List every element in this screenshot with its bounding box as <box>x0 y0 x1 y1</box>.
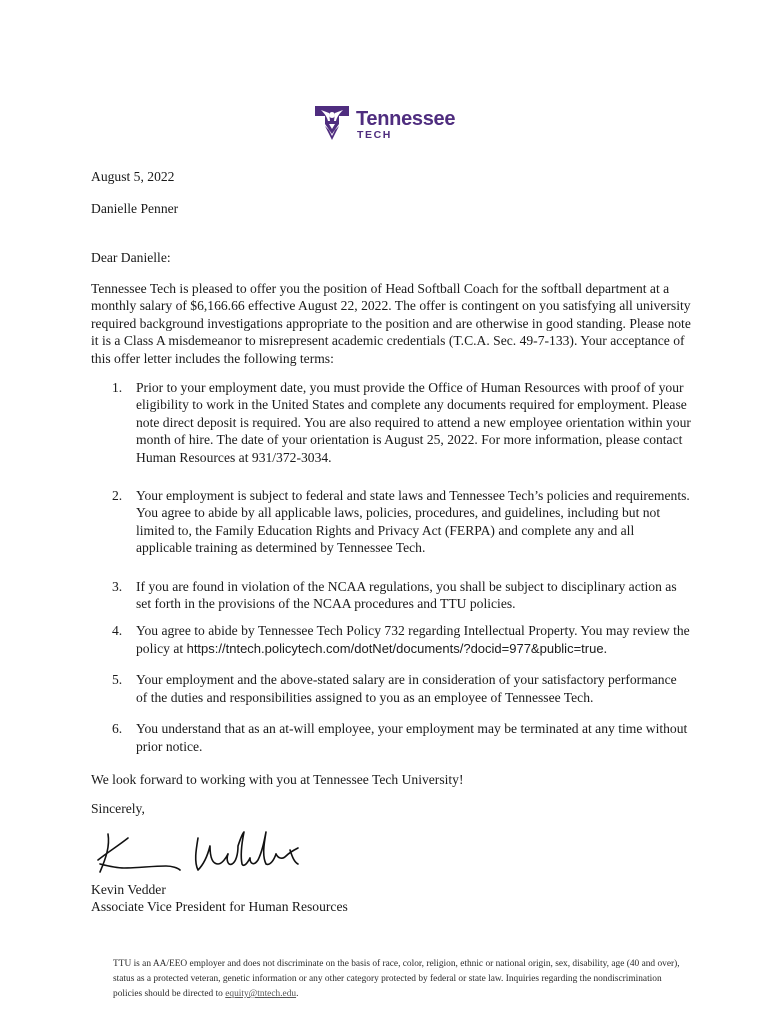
term-number: 1. <box>112 380 123 395</box>
nondiscrimination-footer <box>113 957 683 1002</box>
term-number: 5. <box>112 672 123 688</box>
term-text: If you are found in violation of the NCAA regulations, you shall be subject to disciplinary action as set forth in the provisions of the NCAA procedures and TTU policies. <box>136 578 677 612</box>
logo-wordmark-tech: TECH <box>357 129 392 141</box>
footer-suffix: . <box>296 989 299 999</box>
term-text: You agree to abide by Tennessee Tech Policy 732 regarding Intellectual Property. You may review the policy at <box>136 623 690 656</box>
term-item <box>91 578 691 613</box>
policy-link[interactable]: https://tntech.policytech.com/dotNet/documents/?docid=977&public=true <box>186 640 604 656</box>
term-text: Your employment and the above-stated salary are in consideration of your satisfactory performance of the duties and responsibilities assigned to you as an employee of Tennessee Tech. <box>136 672 677 705</box>
equity-email-link[interactable]: equity@tntech.edu <box>225 989 297 999</box>
term-number: 2. <box>112 488 123 504</box>
term-text: You understand that as an at-will employee, your employment may be terminated at any time without prior notice. <box>136 721 688 754</box>
term-number: 3. <box>112 578 123 594</box>
term-text: Your employment is subject to federal and state laws and Tennessee Tech’s policies and requirements. You agree to abide by all applicable laws, policies, procedures, and guidelines, including but not limited to, the Family Education Rights and Privacy Act (FERPA) and complete any and all applicable training as determined by Tennessee Tech. <box>136 488 690 556</box>
footer-text: TTU is an AA/EEO employer and does not discriminate on the basis of race, color, religion, ethnic or national origin, sex, disability, age (40 and over), status as a protected veteran, genetic information or any other category protected by federal or state law. Inquiries regarding the nondiscrimination policies should be directed to <box>113 959 680 999</box>
recipient-name: Danielle Penner <box>91 201 179 216</box>
tennessee-tech-logo <box>313 104 463 146</box>
term-item <box>91 379 691 466</box>
intro-paragraph: Tennessee Tech is pleased to offer you the position of Head Softball Coach for the softball department at a monthly salary of $6,166.66 effective August 22, 2022. The offer is contingent on you satisfying all university required background investigations appropriate to the position and are otherwise in good standing. Please note it is a Class A misdemeanor to misrepresent academic credentials (T.C.A. Sec. 49-7-133). Your acceptance of this offer letter includes the following terms: <box>91 281 691 366</box>
term-item <box>91 622 691 657</box>
term-text-suffix: . <box>603 640 607 656</box>
term-text: Prior to your employment date, you must provide the Office of Human Resources with proof of your eligibility to work in the United States and complete any documents required for employment. Please note direct deposit is required. You are also required to attend a new employee orientation within your month of hire. The date of your orientation is August 25, 2022. For more information, please contact Human Resources at 931/372-3034. <box>136 380 691 465</box>
signer-name: Kevin Vedder <box>91 882 166 897</box>
term-number: 4. <box>112 623 123 639</box>
term-number: 6. <box>112 721 123 737</box>
golden-eagle-logo-icon <box>313 104 351 142</box>
term-item <box>91 487 691 557</box>
terms-list <box>91 379 691 755</box>
closing-sentence: We look forward to working with you at Tennessee Tech University! <box>91 772 464 787</box>
valediction: Sincerely, <box>91 801 145 816</box>
term-item <box>91 671 691 706</box>
handwritten-signature <box>94 824 304 880</box>
letter-date: August 5, 2022 <box>91 169 175 184</box>
term-item <box>91 720 691 755</box>
signer-title: Associate Vice President for Human Resources <box>91 899 348 914</box>
salutation: Dear Danielle: <box>91 250 171 265</box>
logo-wordmark-tennessee: Tennessee <box>356 108 456 130</box>
